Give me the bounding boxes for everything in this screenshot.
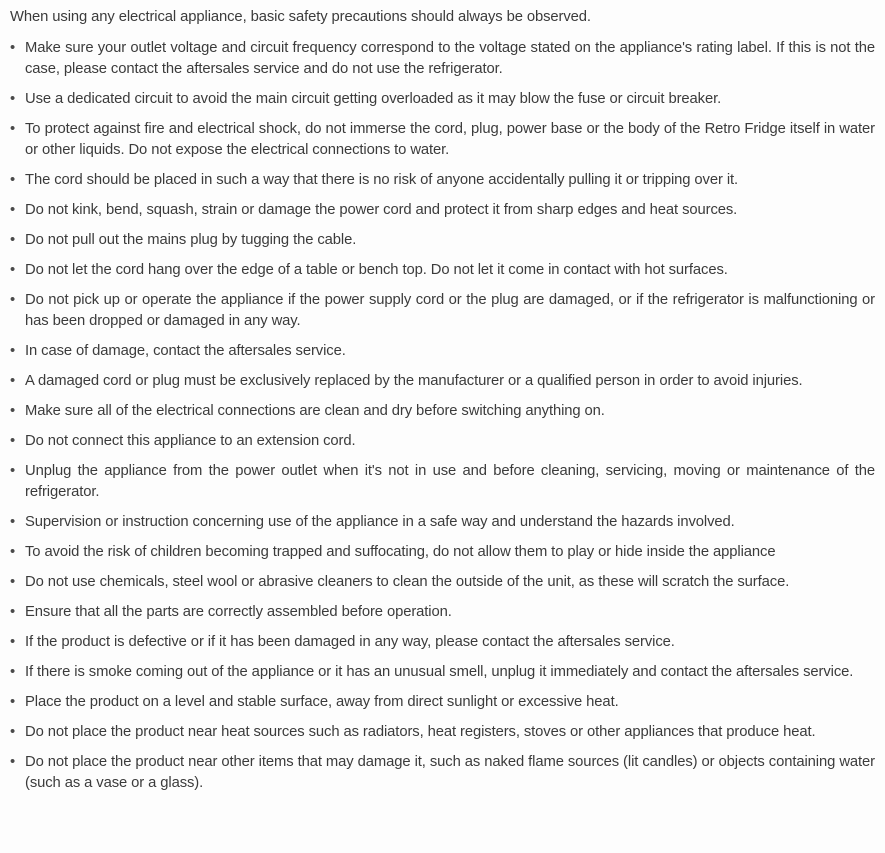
- bullet-icon: •: [10, 40, 16, 56]
- bullet-icon: •: [10, 634, 16, 650]
- list-item-text: Supervision or instruction concerning use of the appliance in a safe way and understand the hazards involved.: [25, 514, 735, 530]
- bullet-icon: •: [10, 202, 16, 218]
- bullet-icon: •: [10, 343, 16, 359]
- safety-list: [10, 38, 875, 794]
- list-item: [10, 572, 875, 593]
- list-item-text: Do not connect this appliance to an extension cord.: [25, 433, 356, 449]
- bullet-icon: •: [10, 292, 16, 308]
- list-item-text: If there is smoke coming out of the appliance or it has an unusual smell, unplug it immediately and contact the aftersales service.: [25, 664, 854, 680]
- list-item-text: A damaged cord or plug must be exclusively replaced by the manufacturer or a qualified person in order to avoid injuries.: [25, 373, 803, 389]
- bullet-icon: •: [10, 91, 16, 107]
- list-item: [10, 722, 875, 743]
- bullet-icon: •: [10, 232, 16, 248]
- bullet-icon: •: [10, 754, 16, 770]
- list-item: [10, 542, 875, 563]
- list-item-text: Make sure your outlet voltage and circuit frequency correspond to the voltage stated on the appliance's rating label. If this is not the case, please contact the aftersales service and do not use the refrigerator.: [25, 40, 875, 77]
- list-item: [10, 602, 875, 623]
- list-item: [10, 431, 875, 452]
- list-item: [10, 371, 875, 392]
- list-item: [10, 119, 875, 161]
- bullet-icon: •: [10, 664, 16, 680]
- list-item-text: Do not place the product near other items that may damage it, such as naked flame sources (lit candles) or objects containing water (such as a vase or a glass).: [25, 754, 875, 791]
- bullet-icon: •: [10, 373, 16, 389]
- list-item-text: Place the product on a level and stable surface, away from direct sunlight or excessive heat.: [25, 694, 619, 710]
- list-item: [10, 752, 875, 794]
- list-item: [10, 290, 875, 332]
- bullet-icon: •: [10, 544, 16, 560]
- list-item-text: Do not kink, bend, squash, strain or damage the power cord and protect it from sharp edges and heat sources.: [25, 202, 738, 218]
- list-item: [10, 230, 875, 251]
- bullet-icon: •: [10, 604, 16, 620]
- list-item-text: Use a dedicated circuit to avoid the main circuit getting overloaded as it may blow the fuse or circuit breaker.: [25, 91, 722, 107]
- bullet-icon: •: [10, 172, 16, 188]
- list-item: [10, 692, 875, 713]
- bullet-icon: •: [10, 694, 16, 710]
- list-item: [10, 632, 875, 653]
- list-item: [10, 341, 875, 362]
- list-item-text: Do not pull out the mains plug by tugging the cable.: [25, 232, 357, 248]
- list-item-text: Unplug the appliance from the power outlet when it's not in use and before cleaning, servicing, moving or maintenance of the refrigerator.: [25, 463, 875, 500]
- list-item: [10, 89, 875, 110]
- bullet-icon: •: [10, 433, 16, 449]
- list-item-text: To protect against fire and electrical shock, do not immerse the cord, plug, power base or the body of the Retro Fridge itself in water or other liquids. Do not expose the electrical connections to water.: [25, 121, 875, 158]
- list-item: [10, 38, 875, 80]
- list-item-text: Ensure that all the parts are correctly assembled before operation.: [25, 604, 452, 620]
- list-item-text: Make sure all of the electrical connections are clean and dry before switching anything on.: [25, 403, 605, 419]
- bullet-icon: •: [10, 463, 16, 479]
- bullet-icon: •: [10, 403, 16, 419]
- list-item-text: To avoid the risk of children becoming trapped and suffocating, do not allow them to play or hide inside the appliance: [25, 544, 776, 560]
- list-item: [10, 512, 875, 533]
- list-item: [10, 200, 875, 221]
- list-item-text: In case of damage, contact the aftersales service.: [25, 343, 346, 359]
- bullet-icon: •: [10, 514, 16, 530]
- list-item-text: Do not place the product near heat sources such as radiators, heat registers, stoves or other appliances that produce heat.: [25, 724, 816, 740]
- list-item-text: Do not use chemicals, steel wool or abrasive cleaners to clean the outside of the unit, as these will scratch the surface.: [25, 574, 790, 590]
- intro-text: When using any electrical appliance, basic safety precautions should always be observed.: [10, 9, 591, 25]
- list-item-text: The cord should be placed in such a way that there is no risk of anyone accidentally pulling it or tripping over it.: [25, 172, 739, 188]
- bullet-icon: •: [10, 574, 16, 590]
- list-item-text: If the product is defective or if it has been damaged in any way, please contact the aftersales service.: [25, 634, 675, 650]
- list-item: [10, 401, 875, 422]
- bullet-icon: •: [10, 121, 16, 137]
- list-item-text: Do not let the cord hang over the edge of a table or bench top. Do not let it come in contact with hot surfaces.: [25, 262, 728, 278]
- list-item: [10, 662, 875, 683]
- list-item-text: Do not pick up or operate the appliance if the power supply cord or the plug are damaged, or if the refrigerator is malfunctioning or has been dropped or damaged in any way.: [25, 292, 875, 329]
- list-item: [10, 170, 875, 191]
- list-item: [10, 260, 875, 281]
- bullet-icon: •: [10, 262, 16, 278]
- list-item: [10, 461, 875, 503]
- bullet-icon: •: [10, 724, 16, 740]
